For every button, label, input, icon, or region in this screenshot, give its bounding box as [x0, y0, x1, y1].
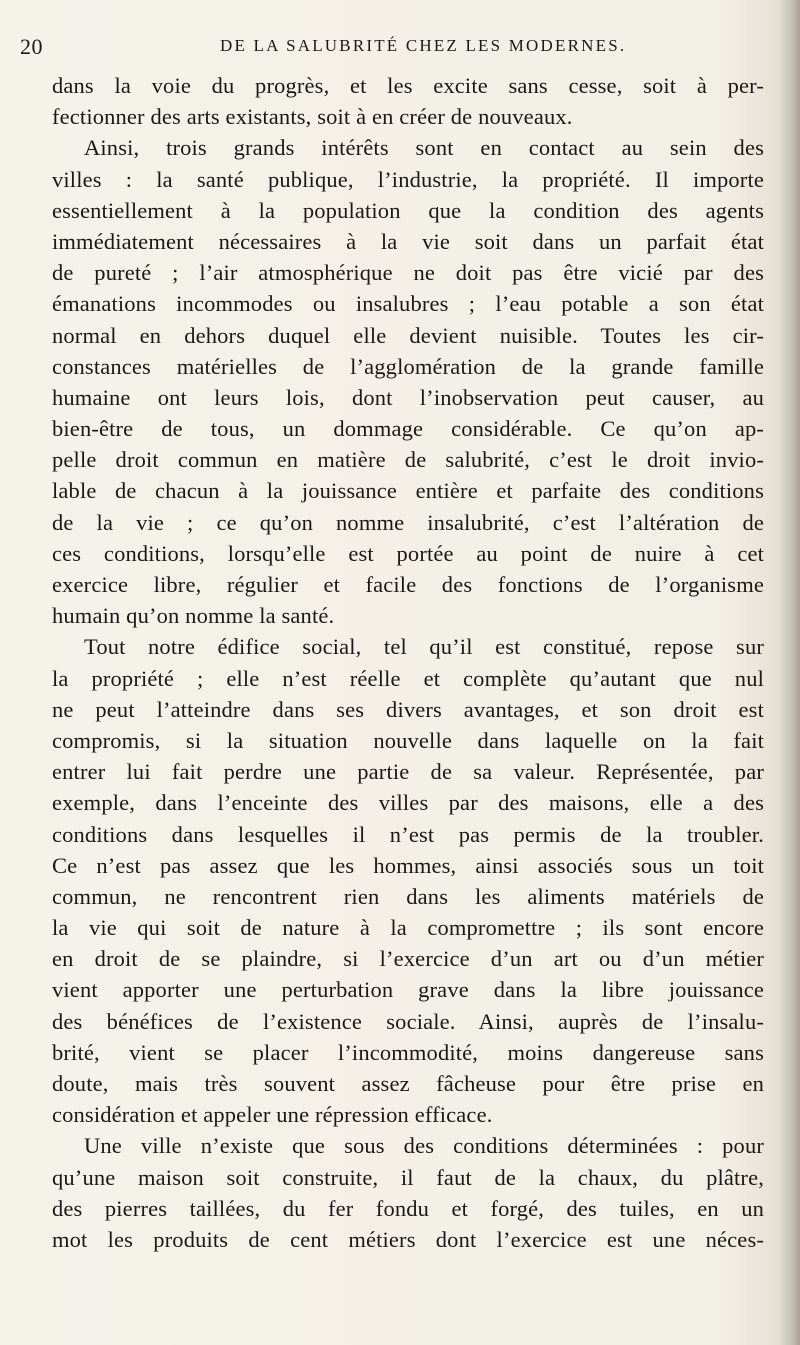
- running-head: DE LA SALUBRITÉ CHEZ LES MODERNES.: [220, 36, 627, 55]
- text-line: la vie qui soit de nature à la compromettre ; ils sont encore: [52, 915, 764, 941]
- text-line: des bénéfices de l’existence sociale. Ainsi, auprès de l’insalu-: [52, 1008, 764, 1034]
- text-line: exercice libre, régulier et facile des fonctions de l’organisme: [52, 572, 764, 597]
- text-line: qu’une maison soit construite, il faut de la chaux, du plâtre,: [52, 1164, 764, 1190]
- text-line: mot les produits de cent métiers dont l’exercice est une néces-: [52, 1226, 764, 1252]
- text-line: humain qu’on nomme la santé.: [52, 603, 335, 629]
- text-line: dans la voie du progrès, et les excite sans cesse, soit à per-: [52, 73, 764, 98]
- text-line: Tout notre édifice social, tel qu’il est constitué, repose sur: [84, 634, 764, 660]
- text-line: conditions dans lesquelles il n’est pas permis de la troubler.: [52, 821, 764, 847]
- text-line: Une ville n’existe que sous des conditions déterminées : pour: [84, 1133, 764, 1159]
- text-line: émanations incommodes ou insalubres ; l’eau potable a son état: [52, 291, 764, 317]
- page-number: 20: [20, 34, 43, 59]
- text-line: la propriété ; elle n’est réelle et complète qu’autant que nul: [52, 665, 764, 691]
- text-line: commun, ne rencontrent rien dans les aliments matériels de: [52, 883, 764, 909]
- text-line: ces conditions, lorsqu’elle est portée au point de nuire à cet: [52, 540, 764, 566]
- text-line: immédiatement nécessaires à la vie soit dans un parfait état: [52, 228, 764, 254]
- text-line: doute, mais très souvent assez fâcheuse pour être prise en: [52, 1071, 764, 1096]
- text-line: fectionner des arts existants, soit à en créer de nouveaux.: [52, 104, 573, 130]
- page-header: [20, 34, 760, 64]
- text-line: lable de chacun à la jouissance entière et parfaite des conditions: [52, 478, 764, 504]
- text-line: constances matérielles de l’agglomération de la grande famille: [52, 353, 764, 379]
- page-edge-shadow: [778, 0, 800, 1345]
- text-line: de la vie ; ce qu’on nomme insalubrité, c’est l’altération de: [52, 509, 764, 535]
- text-line: considération et appeler une répression efficace.: [52, 1102, 493, 1128]
- text-line: en droit de se plaindre, si l’exercice d’un art ou d’un métier: [52, 946, 764, 972]
- text-line: entrer lui fait perdre une partie de sa valeur. Représentée, par: [52, 759, 764, 785]
- text-line: compromis, si la situation nouvelle dans laquelle on la fait: [52, 727, 764, 753]
- text-line: normal en dehors duquel elle devient nuisible. Toutes les cir-: [52, 322, 764, 348]
- text-line: vient apporter une perturbation grave dans la libre jouissance: [52, 977, 764, 1003]
- text-line: Ainsi, trois grands intérêts sont en contact au sein des: [84, 135, 764, 161]
- body-text: [52, 70, 764, 1255]
- text-line: bien-être de tous, un dommage considérable. Ce qu’on ap-: [52, 416, 764, 442]
- text-line: villes : la santé publique, l’industrie, la propriété. Il importe: [52, 166, 764, 192]
- text-line: essentiellement à la population que la condition des agents: [52, 197, 764, 223]
- text-line: ne peut l’atteindre dans ses divers avantages, et son droit est: [52, 696, 764, 722]
- text-line: humaine ont leurs lois, dont l’inobservation peut causer, au: [52, 384, 764, 410]
- text-line: Ce n’est pas assez que les hommes, ainsi associés sous un toit: [52, 852, 764, 878]
- text-line: brité, vient se placer l’incommodité, moins dangereuse sans: [52, 1039, 764, 1065]
- text-line: de pureté ; l’air atmosphérique ne doit pas être vicié par des: [52, 260, 764, 286]
- text-line: des pierres taillées, du fer fondu et forgé, des tuiles, en un: [52, 1195, 764, 1221]
- text-line: exemple, dans l’enceinte des villes par des maisons, elle a des: [52, 790, 764, 816]
- text-line: pelle droit commun en matière de salubrité, c’est le droit invio-: [52, 447, 764, 473]
